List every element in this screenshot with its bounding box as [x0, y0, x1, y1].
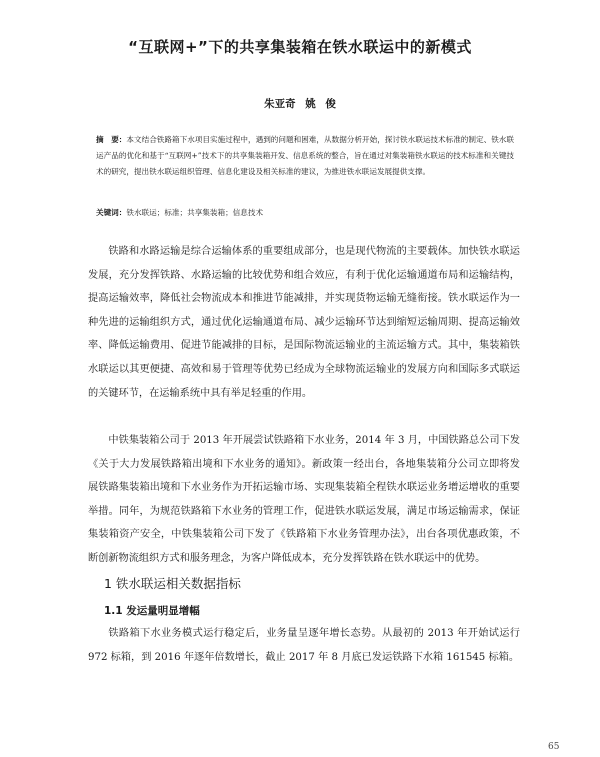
body-paragraph: 中铁集装箱公司于 2013 年开展尝试铁路箱下水业务，2014 年 3 月，中国铁路总公司下发《关于大力发展铁路箱出境和下水业务的通知》。新政策一经出台，各地集装箱分公司立即将发展铁路集装箱出境和下水业务作为开拓运输市场、实现集装箱全程铁水联运业务增运增收的重要举措。同年，为规范铁路箱下水业务的管理工作，促进铁水联运发展，满足市场运输需求，保证集装箱资产安全，中铁集装箱公司下发了《铁路箱下水业务管理办法》，出台各项优惠政策，不断创新物流组织方式和服务理念，为客户降低成本，充分发挥铁路在铁水联运中的优势。 — [88, 435, 520, 564]
subsection-heading: 1.1 发运量明显增幅 — [104, 605, 200, 617]
page-number: 65 — [548, 742, 560, 752]
abstract-label: 摘 要： — [96, 135, 127, 144]
section-heading: 1 铁水联运相关数据指标 — [104, 576, 241, 591]
keywords-text: 铁水联运；标准；共享集装箱；信息技术 — [126, 208, 264, 217]
keywords-label: 关键词： — [96, 208, 127, 217]
body-paragraph: 铁路箱下水业务模式运行稳定后，业务量呈逐年增长态势。从最初的 2013 年开始试运行 972 标箱，到 2016 年逐年倍数增长，截止 2017 年 8 月底已发运铁路下水箱 161545 标箱。 — [88, 628, 520, 663]
abstract — [96, 132, 514, 180]
paper-authors: 朱亚奇 姚 俊 — [264, 98, 336, 110]
paper-title: “互联网+”下的共享集装箱在铁水联运中的新模式 — [128, 38, 472, 56]
abstract-text: 本文结合铁路箱下水项目实施过程中，遇到的问题和困难，从数据分析开始，探讨铁水联运技术标准的制定、铁水联运产品的优化和基于“互联网+”技术下的共享集装箱开发、信息系统的整合，旨在通过对集装箱铁水联运的技术标准和关键技术的研究，提出铁水联运组织管理、信息化建设及相关标准的建议，为推进铁水联运发展提供支撑。 — [96, 135, 514, 176]
keywords — [96, 206, 514, 220]
body-paragraph: 铁路和水路运输是综合运输体系的重要组成部分，也是现代物流的主要载体。加快铁水联运发展，充分发挥铁路、水路运输的比较优势和组合效应，有利于优化运输通道布局和运输结构，提高运输效率，降低社会物流成本和推进节能减排，并实现货物运输无缝衔接。铁水联运作为一种先进的运输组织方式，通过优化运输通道布局、减少运输环节达到缩短运输周期、提高运输效率、降低运输费用、促进节能减排的目标，是国际物流运输业的主流运输方式。其中，集装箱铁水联运以其更便捷、高效和易于管理等优势已经成为全球物流运输业的发展方向和国际多式联运的关键环节，在运输系统中具有举足轻重的作用。 — [88, 246, 520, 399]
